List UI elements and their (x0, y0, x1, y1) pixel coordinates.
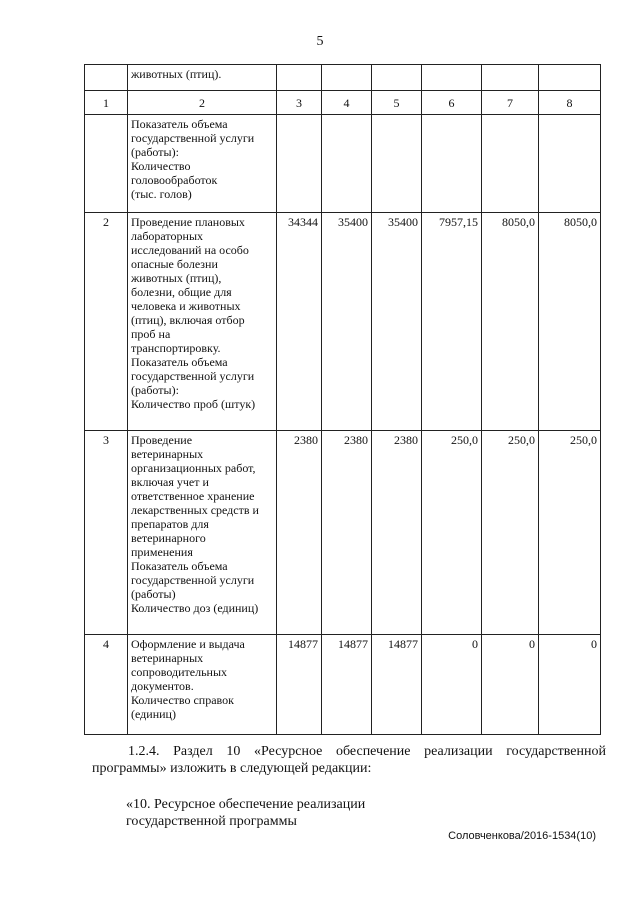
row-index: 2 (85, 213, 128, 431)
value-cell: 8050,0 (482, 213, 539, 431)
table-row (85, 115, 601, 213)
column-number: 8 (539, 91, 601, 115)
table-cell (85, 65, 128, 91)
table-cell (372, 65, 422, 91)
table-cell (422, 115, 482, 213)
indicator-description: Показатель объема государственной услуги (работы): Количество головообработок (тыс. голов) (128, 115, 277, 213)
value-cell: 0 (482, 635, 539, 735)
row-description: Проведение плановых лабораторных исследований на особо опасные болезни животных (птиц), болезни, общие для человека и животных (птиц), включая отбор проб на транспортировку. Показатель объема государственной услуги (работы): Количество проб (штук) (128, 213, 277, 431)
table-cell (85, 115, 128, 213)
section-heading-line: государственной программы (126, 814, 297, 829)
table-cell (372, 115, 422, 213)
table-cell (422, 65, 482, 91)
amendment-paragraph: 1.2.4. Раздел 10 «Ресурсное обеспечение реализации государственной программы» изложить в следующей редакции: (92, 744, 606, 776)
table-cell-carry-over: животных (птиц). (128, 65, 277, 91)
column-number-row (85, 91, 601, 115)
page-number: 5 (316, 34, 324, 49)
value-cell: 0 (539, 635, 601, 735)
value-cell: 7957,15 (422, 213, 482, 431)
table-cell (482, 65, 539, 91)
data-table (84, 64, 601, 735)
column-number: 4 (322, 91, 372, 115)
value-cell: 2380 (372, 431, 422, 635)
table-cell (539, 115, 601, 213)
column-number: 2 (128, 91, 277, 115)
table-cell (322, 115, 372, 213)
value-cell: 8050,0 (539, 213, 601, 431)
table-row (85, 213, 601, 431)
row-description: Проведение ветеринарных организационных работ, включая учет и ответственное хранение лекарственных средств и препаратов для ветеринарного применения Показатель объема государственной услуги (работы) Количество доз (единиц) (128, 431, 277, 635)
column-number: 5 (372, 91, 422, 115)
table-cell (277, 115, 322, 213)
row-description: Оформление и выдача ветеринарных сопроводительных документов. Количество справок (единиц) (128, 635, 277, 735)
value-cell: 14877 (372, 635, 422, 735)
value-cell: 2380 (322, 431, 372, 635)
table-cell (539, 65, 601, 91)
value-cell: 14877 (322, 635, 372, 735)
table-cell (322, 65, 372, 91)
value-cell: 34344 (277, 213, 322, 431)
row-index: 3 (85, 431, 128, 635)
row-index: 4 (85, 635, 128, 735)
value-cell: 250,0 (422, 431, 482, 635)
value-cell: 14877 (277, 635, 322, 735)
table-row (85, 635, 601, 735)
value-cell: 0 (422, 635, 482, 735)
document-footer: Соловченкова/2016-1534(10) (448, 830, 596, 842)
section-heading (126, 796, 546, 830)
value-cell: 35400 (372, 213, 422, 431)
table-row (85, 431, 601, 635)
section-heading-line: «10. Ресурсное обеспечение реализации (126, 797, 366, 812)
column-number: 3 (277, 91, 322, 115)
table-row (85, 65, 601, 91)
column-number: 7 (482, 91, 539, 115)
value-cell: 35400 (322, 213, 372, 431)
column-number: 1 (85, 91, 128, 115)
value-cell: 2380 (277, 431, 322, 635)
column-number: 6 (422, 91, 482, 115)
table-cell (277, 65, 322, 91)
value-cell: 250,0 (539, 431, 601, 635)
table-cell (482, 115, 539, 213)
value-cell: 250,0 (482, 431, 539, 635)
